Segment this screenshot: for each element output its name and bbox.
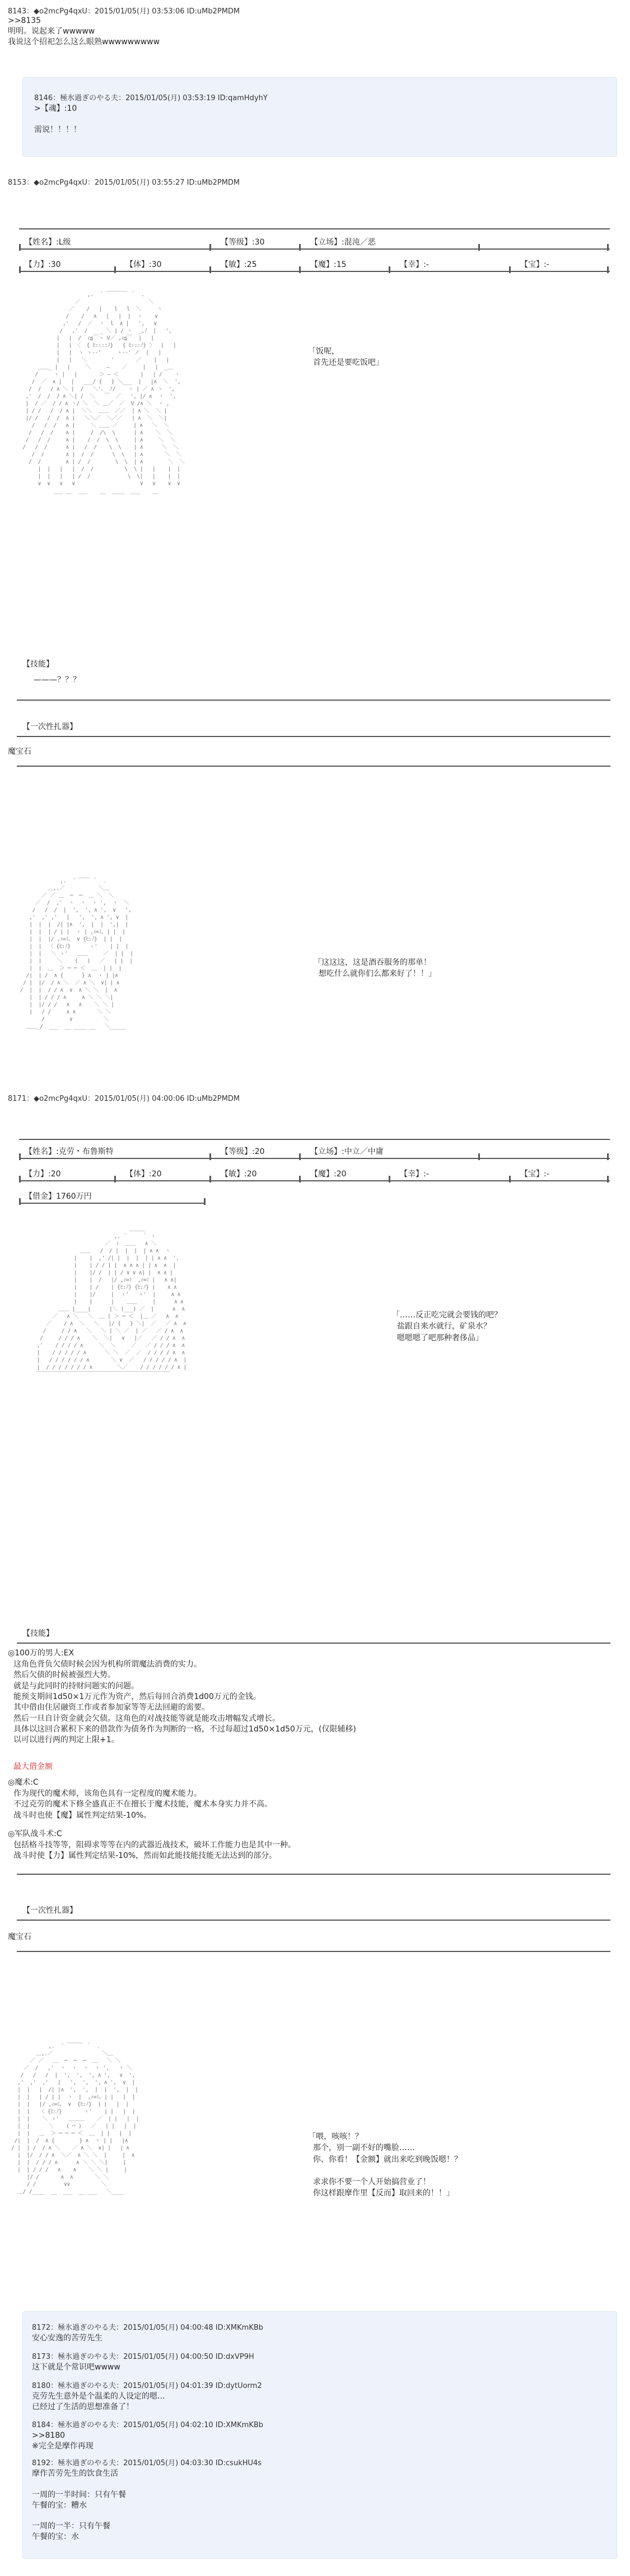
stat-treasure: 【宝】:- (520, 260, 549, 269)
stat-mag: 【魔】:20 (310, 1170, 347, 1179)
post-body: 摩作苦劳先生的饮食生活 一周的一半时间：只有午餐 午餐的宝：糟水 一周的一半：只有午餐 午餐的宝：水 (32, 2469, 126, 2542)
divider (17, 1951, 610, 1952)
stat-stance: 【立场】:混沌／恶 (310, 238, 376, 247)
stat-sta: 【体】:20 (125, 1170, 162, 1179)
status-row (19, 256, 610, 273)
item-gem: 魔宝石 (8, 747, 31, 756)
stat-sta: 【体】:30 (125, 260, 162, 269)
quoted-post (22, 77, 617, 157)
stat-funds: 【借金】1760万円 (25, 1192, 92, 1201)
skill-highlight: 最大借金额 (13, 1762, 53, 1771)
ascii-art-character: ,. ´ ￣￣ ｀ ､ ＿,.／ ＼＿ ／ ／ ＿ ─ ─ ＿ ＼ ＼ ／ / ,' ヽ ヽ ヽ ', ヽ ＼ / / / | ', ', ∧ ', ∨ ', ,' ,' ,' | ', ', ∧ ', ∨ | | | | /| |∧ ', | | ',| | | | | / | | ヽ | ,ｨ=ﾐ、| | | | | |/ ,ｨ=ﾐ、 ∨ {ﾋ:ﾉ} | | | | | 〈 {ﾋ:ﾉ} ゝ' | | | | | ＼ ゝ' ＿＿ ／ | | | | | ＼ ( ) ／ | | | | | ＿ ＞ ─ ─ ＜ ＿ | | | /| | / ∧ { } ∧ ヽ | |∧ / | |/ / ∧ ＼ ／ ∧ ＼ ∨| | ∧ / | | / / ∧ ∨ ∧ ＼ ＼ | ∧ | | / / / ∧ ∧ ＼ ＼ ＼| | |/ / / ∧ ∧ ＼ ＼ | | / / ∧ ∧ ＼ ＼ / ∨ ＼ ＿＿_/ ___ __ ____ __ ＼_____ (20, 878, 133, 1030)
speech-bubble (392, 1310, 502, 1344)
status-row (19, 1143, 610, 1160)
skill-description: 包括格斗技等等，阻碍求等等在内的武器近战技术，破坏工作能力也是其中一种。 战斗时使【力】属性判定结果-10%，然而如此能技能技能无法达到的部分。 (13, 1841, 296, 1861)
one-time-label: 【一次性扎器】 (22, 722, 77, 731)
post-header: 8184：極氷過ぎのやる夫：2015/01/05(月) 04:02:10 ID:XMKmKBb (32, 2421, 264, 2429)
post-header: 8171：◆o2mcPg4qxU：2015/01/05(月) 04:00:06 ID:uMb2PMDM (8, 1095, 240, 1103)
stat-treasure: 【宝】:- (520, 1170, 549, 1179)
one-time-label: 【一次性扎器】 (22, 1906, 77, 1915)
skill-description: 这角色背负欠债时候会因为机构所谓魔法消费的实力。 然后欠债的时候被强烈大势。 就是与此同时的持财问题实的问题。 能预支期间1d50×1万元作为资产，然后每回合消费1d00万元的金钱。 其中借由住居融资工作或者参加家等等无法回避的需要。 然后一旦自计资金就会欠债。这角色的对战技能等就是能攻击增幅发式增长。 具体以这回合累积下来的借款作为债务作为判断的一格，不过每超过1d50×1d50万元，(仅限辅移) 以可以进行两的判定上限+1。 (13, 1660, 356, 1745)
speech-text: 「……反正吃完就会要钱的吧？ 盐跟自来水就行，矿泉水？ 嗯嗯嗯了吧那种奢侈品」 (392, 1311, 502, 1343)
divider (17, 1874, 610, 1875)
post-header: 8143：◆o2mcPg4qxU：2015/01/05(月) 03:53:06 ID:uMb2PMDM (8, 7, 240, 16)
post-body: 安心安逸的苦劳先生 (32, 2334, 102, 2343)
ascii-art-character: ＿＿＿ ,. ´ ｀ ヽ ／ ｨ ＿＿ ∧ ＼ ＿＿ / / | | | | ∧ ∧ ヽ | | ,' /| | | | | | ∧ ∧ ', | | / / | | ∧ ∧ ∧ | | ∧ ∧ | | |/ / | | / ∨ ∨ ∧| | ∧ ∧ | | | / |/ ,ｨ=ﾐ ,ｨ=ﾐ | ∧ ∧| | | / | {ﾋ:ﾉ} {ﾋ:ﾉ} | ∧ ∧ | |/ | ゝ' ゝ' | ∧ ∧ | | | ＿＿ | ∧ ∧ ＿＿ |____| |＼ (___) ／ | ∧ ∧ ／ ∧ ＼ ＼ ＿ | ＞ ─ ＜ |＿ ／ ∧ ∧ ／ / ∧ ＼ ＼ |/ { } ＼| ／ ／ ∧ ∧ / / / ∧ ＼ ＼ | ＼ ／ | ／ ／ / ∧ ∧ / / / / ∧ ＼ ＼| ∨ |／ ／ / / ∧ ∧ ,' / / / / ∧ ＼ ＼ ／ ／ / / / ∧ ∧ | / / / / / ∧ ＼ ＼ ／ ／ / / / / ∧ ∧ | / / / / / / ∧ ＼ ∨ ／ / / / / / ∧ | | / / / / / / / ∧ ＼／ / / / / / / ∧ | ￣￣￣￣￣￣￣￣￣￣￣￣￣￣￣￣￣￣￣￣￣￣￣￣￣ (36, 1226, 186, 1378)
stat-luck: 【幸】:- (400, 1170, 429, 1179)
post-header: 8173：極氷過ぎのやる夫：2015/01/05(月) 04:00:50 ID:dxVP9H (32, 2353, 254, 2361)
stat-rank: 【等级】:30 (221, 238, 265, 247)
status-row (19, 1188, 610, 1205)
stat-stance: 【立场】:中立／中庸 (310, 1147, 384, 1156)
item-gem: 魔宝石 (8, 1932, 31, 1941)
post-body: 这下就是个常识吧wwww (32, 2363, 120, 2372)
post-header: 8192：極氷過ぎのやる夫：2015/01/05(月) 04:03:30 ID:csukHU4s (32, 2459, 262, 2467)
divider (17, 1920, 610, 1921)
quoted-replies (22, 2311, 617, 2559)
skills-text: ———？？？ (34, 675, 81, 684)
divider (17, 1643, 610, 1644)
post-header: 8146：極氷過ぎのやる夫：2015/01/05(月) 03:53:19 ID:qamHdyhY (34, 94, 268, 102)
stat-agi: 【敏】:20 (221, 1170, 257, 1179)
post-header: 8153：◆o2mcPg4qxU：2015/01/05(月) 03:55:27 ID:uMb2PMDM (8, 179, 240, 187)
skills-label: 【技能】 (22, 1629, 54, 1638)
post-body: >>8135 明明。说起来了wwwww 我说这个招祀怎么这么眼熟wwwwwwwww (8, 16, 160, 46)
stat-mag: 【魔】:15 (310, 260, 347, 269)
post-body: >>8180 ※完全是摩作再现 (32, 2431, 94, 2451)
status-row (19, 1166, 610, 1183)
stat-name: 【姓名】:L级 (25, 238, 71, 247)
skill-title: ◎魔术:C (8, 1778, 39, 1787)
divider (17, 700, 610, 701)
divider (19, 1139, 610, 1140)
post-header: 8172：極氷過ぎのやる夫：2015/01/05(月) 04:00:48 ID:XMKmKBb (32, 2324, 264, 2332)
post-body: 克劳先生意外是个温柔的人设定的嗯... 已经过了生活的思想准备了！ (32, 2392, 165, 2411)
post-body: >【魂】:10 需说！！！！ (34, 104, 81, 134)
stat-luck: 【幸】:- (400, 260, 429, 269)
skill-title: ◎100万的男人:EX (8, 1649, 74, 1658)
stat-name: 【姓名】:克劳・布鲁斯特 (25, 1147, 114, 1156)
post-header: 8180：極氷過ぎのやる夫：2015/01/05(月) 04:01:39 ID:dytUorm2 (32, 2382, 262, 2390)
stat-agi: 【敏】:25 (221, 260, 257, 269)
speech-bubble: 「饭呢， 首先还是要吃饭吧」 (308, 347, 384, 368)
speech-bubble: 「喂，咳咳！？ 那个，别一副不好的嘴脸…… 你、你看！【金额】就出来吃到晚饭嗯！？ 求求你不要一个人开始搞营业了！ 你这样跟摩作里【反而】取回来的！！」 (308, 2132, 462, 2198)
divider (17, 766, 610, 767)
status-row (19, 234, 610, 251)
stat-str: 【力】:20 (25, 1170, 61, 1179)
divider (17, 736, 610, 737)
stat-rank: 【等级】:20 (221, 1147, 265, 1156)
skill-title: ◎军队战斗术:C (8, 1829, 62, 1838)
skill-description: 作为现代的魔术师，该角色具有一定程度的魔术能力。 不过克劳的魔术下修全盛真正不在擅长于魔术技能，魔术本身实力并不高。 战斗时也使【魔】属性判定结果-10%。 (13, 1789, 272, 1820)
ascii-art-character: ,. ´ ￣￣￣ ｀ ､ ＿,.／ ＼＿ ／ ／ ＿ ─ ─ ─ ＿ ＼ ＼ ／ / ,' ヽ ヽ ヽ ヽ ', ヽ ＼ / / / | ', ', ', ∧ ', ∨ ', ,' ,' ,' | ', ', ', ∧ ', ∨ | | | | /| |∧ ', ', | | ', | | | | | / | | ヽ | ,ｨ=ﾐ、| | | | | | |/ ,ｨ=ﾐ、 ∨ {ﾋ:ﾉ} | | | | | | 〈 {ﾋ:ﾉ} ゝ' | | | | | | ＼ ゝ' ＿＿＿ ／ | | | | | | ＼ ( ⌒ ) ／ | | | | | | ＿ ＞ ─ ─ ─ ＜ ＿ | | | | /| | / ∧ { } ∧ ヽ | | |∧ / | | / / ∧ ＼ ／ ∧ ＼ ∨| | | ∧ | |/ / / ∧ ＼／ ∧ ＼ ＼ | | ∧ | | / / / ∧ ∧ ＼ ＼ ＼| | | | / / / ∧ ∧ ＼ ＼ | | |/ / ∧ ∧ ＼ ＼ / / ∨∨ ＼ ＿/ /____ __ ___ __ ___ ＼____ (11, 2043, 139, 2195)
skills-label: 【技能】 (22, 660, 54, 669)
speech-bubble: 「这这这，这是酒吞服务的那单！ 想吃什么就你们么都来好了！！」 (314, 958, 436, 979)
divider (19, 228, 610, 229)
ascii-art-character: ,. ´ ￣￣￣￣ ｀ 、 ／ ＼ ／ / | l l ＼ ヽ / / ∧ | | | ヽ ∨ ,' / ／ ヽ l ∧ | ', ∨ / ,' / _ ＼ | / ヽ _,ﾉ | ', | | / ｨ≦￣ヽ V／ ,ｨ≦￣ | | | | 〈 { ﾋ::::ﾉ} { ﾋ:::ﾉ} 〉 | | | | ヽ ゝ--' ゝ--' ノ | | | | ＼ ' ／ | | ＿＿_ | | ＼ ― ／ | | _＿ / ヽ | | ＞ ― ＜ | | / ヽ / ／ ∧ | | ___/ { } ＼___ | |∧ ＼ ', / / / ∧ ＼ | / ＼'､ ﾉ/ ヽ | ／ ∧ ヽ ', ,' / / / ∧ ＼| / ＼ ￣ ／ ', |/ ∧ ヽ ', | / ／ / / ∧ ヽ/ ＼ ＼ ＿／ ／ V /∧ ＼ ヽ , | / / / / ∧ | ＼＼ ＿＿ ／／ | ∧ ＼ ＼ | |/ / / / ∧ | ＼＼／ ＼／／ | ∧ ＼ ＼| / / / ∧ | ＼ ＿＿ ／ | ∧ ＼ ＼ / / / ∧ | / /\ \ | ∧ ＼ ＼ / / / ∧ | / / \ \ | ∧ ＼ ＼ / / / ∧ | / / \ \ | ∧ ＼ ＼ / / ∧ | / / \ \ | ∧ ＼ ＼ / / ∧ | / / \ \ | ∧ ＼ ＼ | | | | / / \ \ | | | | | | | | / / \ \| | | | ∨ ∨ ∨ ∨ ∨ ∨ ∨ ∨ ___ __ ___ __ ____ ___ __ (22, 292, 185, 494)
stat-str: 【力】:30 (25, 260, 61, 269)
